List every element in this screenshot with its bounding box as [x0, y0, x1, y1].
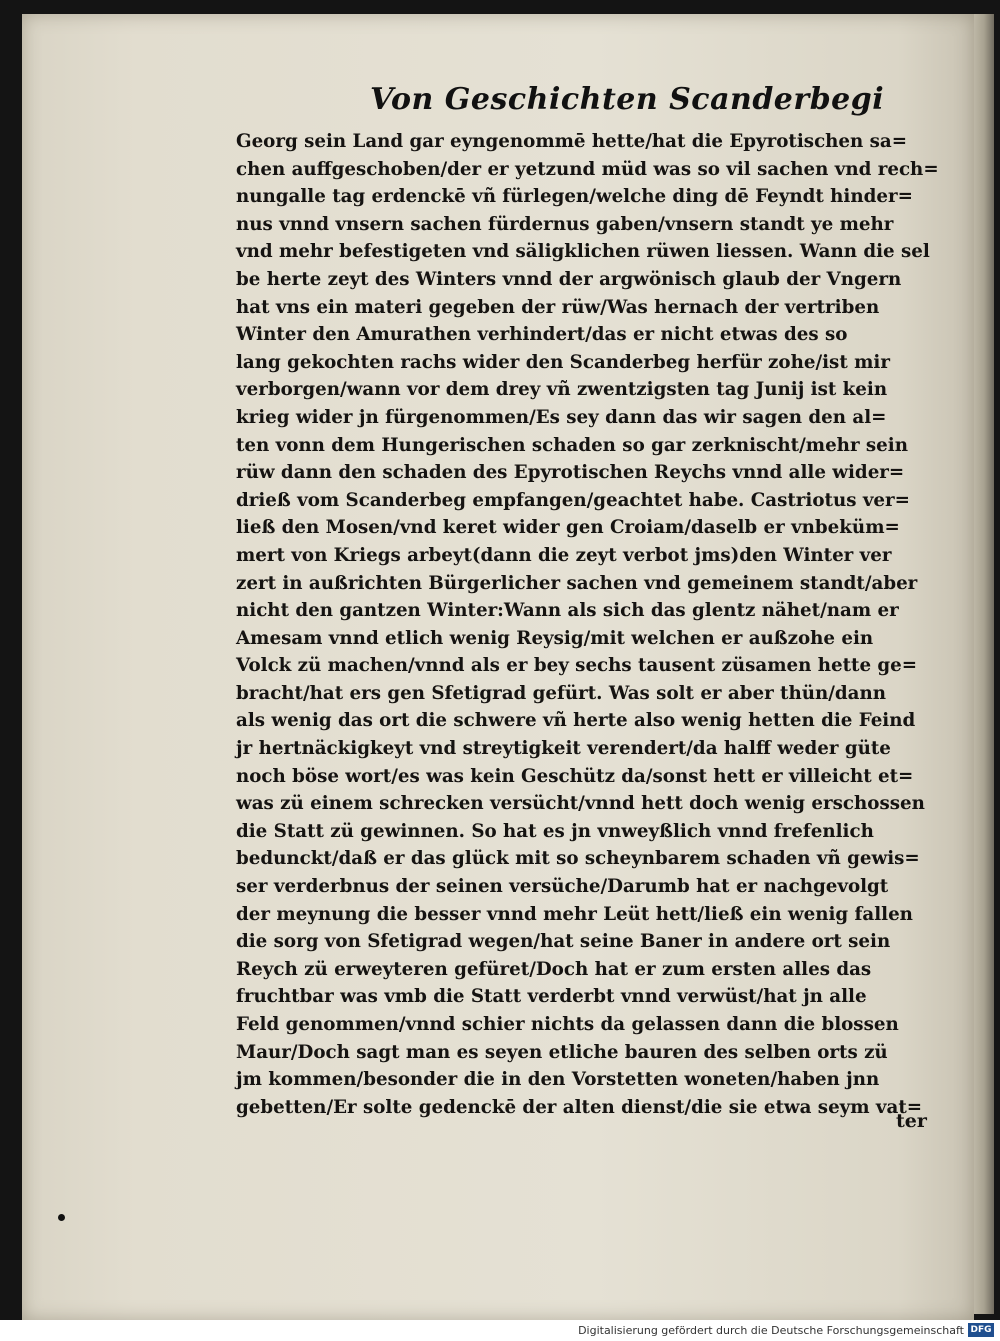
text-line: Feld genommen/vnnd schier nichts da gelassen dann die blossen — [236, 1014, 899, 1035]
text-line: Georg sein Land gar eyngenommē hette/hat die Epyrotischen sa= — [236, 131, 908, 152]
dfg-logo: DFG — [968, 1323, 994, 1337]
text-line: die Statt zü gewinnen. So hat es jn vnweyßlich vnnd frefenlich — [236, 820, 874, 842]
footer-credit: Digitalisierung gefördert durch die Deutsche Forschungsgemeinschaft — [578, 1324, 964, 1337]
ink-dot — [58, 1214, 65, 1221]
text-line: Amesam vnnd etlich wenig Reysig/mit welchen er außzohe ein — [236, 627, 874, 649]
text-line: chen auffgeschoben/der er yetzund müd was so vil sachen vnd rech= — [236, 158, 939, 180]
text-line: Maur/Doch sagt man es seyen etliche bauren des selben orts zü — [236, 1041, 888, 1063]
text-line: der meynung die besser vnnd mehr Leüt hett/ließ ein wenig fallen — [236, 903, 913, 925]
text-line: bedunckt/daß er das glück mit so scheynbarem schaden vñ gewis= — [236, 848, 920, 870]
text-line: ten vonn dem Hungerischen schaden so gar zerknischt/mehr sein — [236, 434, 908, 456]
text-line: drieß vom Scanderbeg empfangen/geachtet habe. Castriotus ver= — [236, 489, 910, 511]
text-line: zert in außrichten Bürgerlicher sachen vnd gemeinem standt/aber — [236, 572, 918, 594]
text-line: nus vnnd vnsern sachen fürdernus gaben/vnsern standt ye mehr — [236, 213, 894, 235]
text-line: mert von Kriegs arbeyt(dann die zeyt verbot jms)den Winter ver — [236, 544, 892, 566]
text-line: ließ den Mosen/vnd keret wider gen Croiam/daselb er vnbeküm= — [236, 517, 900, 539]
text-line: krieg wider jn fürgenommen/Es sey dann das wir sagen den al= — [236, 406, 887, 428]
text-line: als wenig das ort die schwere vñ herte also wenig hetten die Feind — [236, 710, 916, 732]
text-line: Winter den Amurathen verhindert/das er nicht etwas des so — [236, 324, 848, 346]
text-line: lang gekochten rachs wider den Scanderbeg herfür zohe/ist mir — [236, 351, 890, 373]
text-line: be herte zeyt des Winters vnnd der argwönisch glaub der Vngern — [236, 268, 902, 290]
text-line: fruchtbar was vmb die Statt verderbt vnnd verwüst/hat jn alle — [236, 986, 867, 1008]
text-line: rüw dann den schaden des Epyrotischen Reychs vnnd alle wider= — [236, 462, 905, 484]
running-head: Von Geschichten Scanderbegi — [370, 82, 885, 117]
text-line: Reych zü erweyteren gefüret/Doch hat er zum ersten alles das — [236, 958, 872, 980]
catchword: ter — [896, 1110, 927, 1132]
body-text — [236, 128, 946, 1121]
text-line: was zü einem schrecken versücht/vnnd hett doch wenig erschossen — [236, 793, 925, 815]
text-line: bracht/hat ers gen Sfetigrad gefürt. Was solt er aber thün/dann — [236, 682, 887, 704]
text-line: verborgen/wann vor dem drey vñ zwentzigsten tag Junij ist kein — [236, 379, 888, 401]
text-line: jr hertnäckigkeyt vnd streytigkeit verendert/da halff weder güte — [236, 738, 891, 760]
text-line: ser verderbnus der seinen versüche/Darumb hat er nachgevolgt — [236, 876, 889, 898]
text-line: hat vns ein materi gegeben der rüw/Was hernach der vertriben — [236, 296, 880, 318]
text-line: vnd mehr befestigeten vnd säligklichen rüwen liessen. Wann die sel — [236, 241, 930, 263]
text-line: Volck zü machen/vnnd als er bey sechs tausent züsamen hette ge= — [236, 655, 918, 677]
text-line: nungalle tag erdenckē vñ fürlegen/welche ding dē Feyndt hinder= — [236, 186, 913, 208]
page-edge — [974, 14, 994, 1314]
text-line: nicht den gantzen Winter:Wann als sich das glentz nähet/nam er — [236, 600, 899, 622]
text-line: jm kommen/besonder die in den Vorstetten woneten/haben jnn — [236, 1069, 880, 1091]
text-line: noch böse wort/es was kein Geschütz da/sonst hett er villeicht et= — [236, 765, 914, 787]
text-line: die sorg von Sfetigrad wegen/hat seine Baner in andere ort sein — [236, 931, 891, 953]
text-line: gebetten/Er solte gedenckē der alten dienst/die sie etwa seym vat= — [236, 1096, 923, 1118]
